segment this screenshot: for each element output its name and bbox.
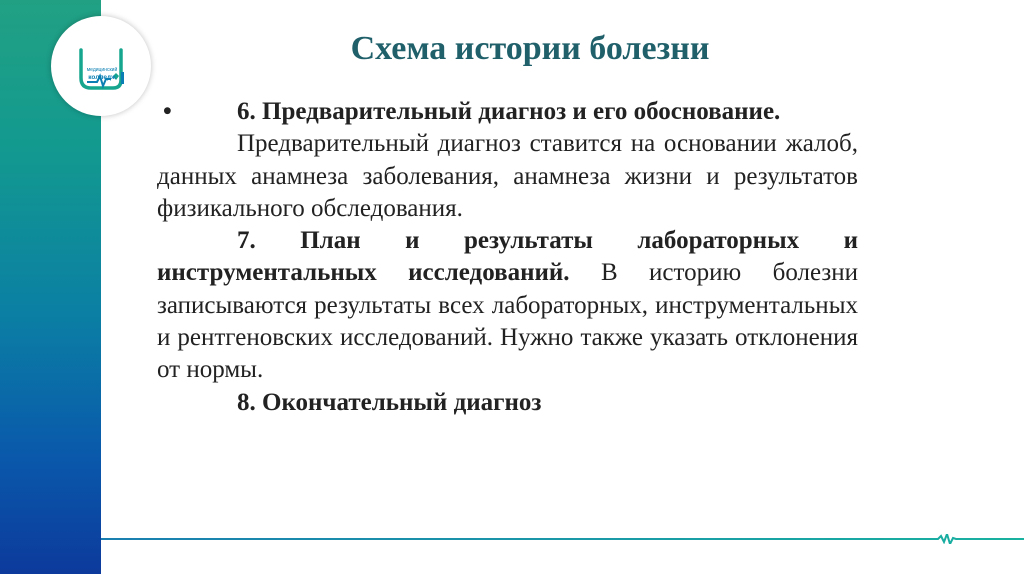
bullet-marker: •	[163, 98, 172, 125]
logo-text-line2: колледж	[88, 74, 116, 81]
heartbeat-divider-line	[101, 534, 1024, 544]
slide-body	[157, 96, 858, 419]
section-7-block	[157, 225, 858, 386]
section-7-text: В историю болезни записываются результаты всех лабораторных, инструментальных и рентгеновских исследований. Нужно также указать отклонения от нормы.	[157, 259, 859, 384]
section-6-heading-block	[157, 96, 858, 128]
college-logo-icon	[51, 16, 151, 116]
section-7-heading: 7. План и результаты лабораторных и инструментальных исследований.	[157, 227, 858, 287]
section-6-heading: 6. Предварительный диагноз и его обоснование.	[237, 98, 781, 125]
slide-title: Схема истории болезни	[350, 30, 710, 67]
logo-text-line1: медицинский	[86, 67, 118, 73]
college-logo	[51, 16, 151, 116]
section-8-heading: 8. Окончательный диагноз	[237, 388, 542, 416]
section-6-text: Предварительный диагноз ставится на основании жалоб, данных анамнеза заболевания, анамнеза жизни и результатов физикального обследования.	[157, 130, 858, 222]
